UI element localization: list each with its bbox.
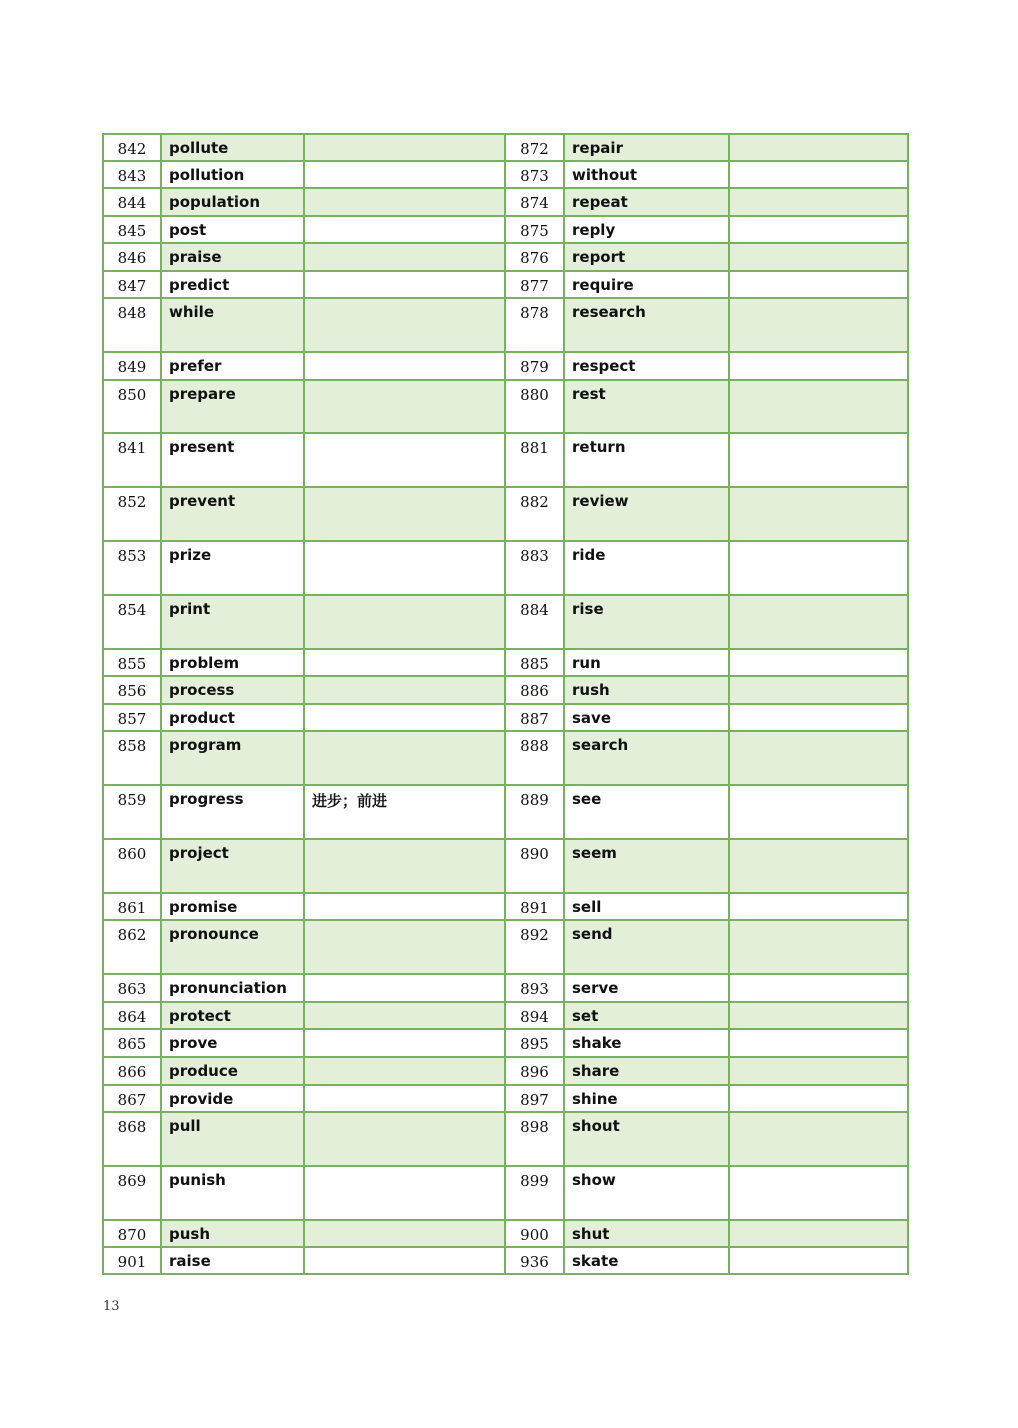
word-number: 900 xyxy=(505,1220,564,1247)
word-number: 841 xyxy=(103,433,161,487)
word-entry: project xyxy=(161,839,304,893)
meaning-cell xyxy=(304,380,505,433)
meaning-cell xyxy=(729,676,908,704)
meaning-cell xyxy=(729,893,908,920)
meaning-cell xyxy=(729,649,908,676)
table-row xyxy=(103,704,908,731)
word-entry: pronounce xyxy=(161,920,304,974)
word-number: 936 xyxy=(505,1247,564,1274)
table-row xyxy=(103,839,908,893)
word-number: 883 xyxy=(505,541,564,595)
word-entry: rise xyxy=(564,595,729,649)
table-row xyxy=(103,188,908,216)
word-number: 887 xyxy=(505,704,564,731)
page-number: 13 xyxy=(103,1299,120,1314)
meaning-cell xyxy=(729,974,908,1002)
word-number: 897 xyxy=(505,1085,564,1112)
table-row xyxy=(103,649,908,676)
word-entry: review xyxy=(564,487,729,541)
word-number: 860 xyxy=(103,839,161,893)
meaning-cell xyxy=(304,1247,505,1274)
meaning-cell xyxy=(304,920,505,974)
table-row xyxy=(103,161,908,188)
word-entry: repeat xyxy=(564,188,729,216)
table-row xyxy=(103,380,908,433)
meaning-cell xyxy=(304,161,505,188)
table-row xyxy=(103,243,908,271)
word-entry: praise xyxy=(161,243,304,271)
meaning-cell xyxy=(729,595,908,649)
word-number: 898 xyxy=(505,1112,564,1166)
table-row xyxy=(103,487,908,541)
word-number: 879 xyxy=(505,352,564,380)
word-entry: prepare xyxy=(161,380,304,433)
word-entry: skate xyxy=(564,1247,729,1274)
word-number: 857 xyxy=(103,704,161,731)
word-entry: research xyxy=(564,298,729,352)
word-number: 894 xyxy=(505,1002,564,1029)
meaning-cell xyxy=(304,1002,505,1029)
word-number: 848 xyxy=(103,298,161,352)
meaning-cell xyxy=(729,1112,908,1166)
meaning-cell xyxy=(304,649,505,676)
meaning-cell xyxy=(304,731,505,785)
table-row xyxy=(103,785,908,839)
word-number: 901 xyxy=(103,1247,161,1274)
word-entry: provide xyxy=(161,1085,304,1112)
word-number: 843 xyxy=(103,161,161,188)
meaning-cell xyxy=(729,920,908,974)
word-entry: pollute xyxy=(161,134,304,161)
word-number: 863 xyxy=(103,974,161,1002)
table-row xyxy=(103,1057,908,1085)
meaning-cell xyxy=(729,785,908,839)
meaning-cell xyxy=(304,1085,505,1112)
word-entry: report xyxy=(564,243,729,271)
meaning-cell xyxy=(729,271,908,298)
word-entry: serve xyxy=(564,974,729,1002)
word-number: 846 xyxy=(103,243,161,271)
table-row xyxy=(103,893,908,920)
word-entry: see xyxy=(564,785,729,839)
word-number: 861 xyxy=(103,893,161,920)
meaning-cell xyxy=(304,893,505,920)
word-entry: post xyxy=(161,216,304,243)
word-number: 878 xyxy=(505,298,564,352)
word-entry: pull xyxy=(161,1112,304,1166)
meaning-cell xyxy=(729,1057,908,1085)
table-row xyxy=(103,731,908,785)
vocabulary-table xyxy=(102,133,909,1275)
meaning-cell xyxy=(729,298,908,352)
meaning-cell xyxy=(304,541,505,595)
meaning-cell xyxy=(729,1166,908,1220)
word-number: 869 xyxy=(103,1166,161,1220)
meaning-cell xyxy=(304,1112,505,1166)
word-number: 874 xyxy=(505,188,564,216)
meaning-cell xyxy=(304,352,505,380)
word-number: 881 xyxy=(505,433,564,487)
meaning-cell xyxy=(304,595,505,649)
meaning-cell xyxy=(729,1085,908,1112)
word-number: 884 xyxy=(505,595,564,649)
word-entry: show xyxy=(564,1166,729,1220)
meaning-cell xyxy=(304,298,505,352)
meaning-cell xyxy=(304,216,505,243)
word-number: 853 xyxy=(103,541,161,595)
word-number: 895 xyxy=(505,1029,564,1057)
word-number: 852 xyxy=(103,487,161,541)
word-number: 870 xyxy=(103,1220,161,1247)
meaning-cell xyxy=(304,188,505,216)
word-number: 882 xyxy=(505,487,564,541)
meaning-cell xyxy=(304,1220,505,1247)
table-row xyxy=(103,1247,908,1274)
meaning-cell xyxy=(729,541,908,595)
table-row xyxy=(103,920,908,974)
meaning-cell xyxy=(729,433,908,487)
word-entry: prove xyxy=(161,1029,304,1057)
word-number: 873 xyxy=(505,161,564,188)
word-number: 877 xyxy=(505,271,564,298)
word-entry: run xyxy=(564,649,729,676)
word-entry: product xyxy=(161,704,304,731)
table-row xyxy=(103,541,908,595)
meaning-cell xyxy=(729,243,908,271)
meaning-cell xyxy=(729,216,908,243)
table-row xyxy=(103,433,908,487)
word-number: 850 xyxy=(103,380,161,433)
word-number: 899 xyxy=(505,1166,564,1220)
meaning-cell xyxy=(729,704,908,731)
table-row xyxy=(103,1220,908,1247)
word-entry: pollution xyxy=(161,161,304,188)
word-number: 866 xyxy=(103,1057,161,1085)
word-number: 858 xyxy=(103,731,161,785)
word-number: 868 xyxy=(103,1112,161,1166)
word-number: 892 xyxy=(505,920,564,974)
meaning-cell: 进步；前进 xyxy=(304,785,505,839)
meaning-cell xyxy=(304,433,505,487)
meaning-cell xyxy=(304,1057,505,1085)
table-row xyxy=(103,216,908,243)
meaning-cell xyxy=(304,676,505,704)
meaning-cell xyxy=(729,1247,908,1274)
meaning-cell xyxy=(304,1166,505,1220)
word-entry: prevent xyxy=(161,487,304,541)
table-row xyxy=(103,1002,908,1029)
table-row xyxy=(103,298,908,352)
meaning-cell xyxy=(729,352,908,380)
word-entry: shake xyxy=(564,1029,729,1057)
word-number: 885 xyxy=(505,649,564,676)
word-number: 889 xyxy=(505,785,564,839)
word-entry: require xyxy=(564,271,729,298)
word-entry: sell xyxy=(564,893,729,920)
word-entry: rush xyxy=(564,676,729,704)
word-entry: population xyxy=(161,188,304,216)
word-entry: repair xyxy=(564,134,729,161)
word-entry: punish xyxy=(161,1166,304,1220)
word-number: 890 xyxy=(505,839,564,893)
table-row xyxy=(103,271,908,298)
meaning-cell xyxy=(304,974,505,1002)
word-number: 876 xyxy=(505,243,564,271)
word-entry: ride xyxy=(564,541,729,595)
word-number: 856 xyxy=(103,676,161,704)
meaning-cell xyxy=(304,839,505,893)
meaning-cell xyxy=(304,487,505,541)
table-row xyxy=(103,352,908,380)
word-number: 893 xyxy=(505,974,564,1002)
word-number: 845 xyxy=(103,216,161,243)
word-entry: save xyxy=(564,704,729,731)
table-row xyxy=(103,1112,908,1166)
table-row xyxy=(103,676,908,704)
word-number: 864 xyxy=(103,1002,161,1029)
vocabulary-table-body xyxy=(103,134,908,1274)
table-row xyxy=(103,1085,908,1112)
word-entry: send xyxy=(564,920,729,974)
word-number: 855 xyxy=(103,649,161,676)
word-number: 859 xyxy=(103,785,161,839)
meaning-cell xyxy=(729,188,908,216)
word-number: 886 xyxy=(505,676,564,704)
table-row xyxy=(103,974,908,1002)
meaning-cell xyxy=(729,1220,908,1247)
word-entry: predict xyxy=(161,271,304,298)
word-entry: process xyxy=(161,676,304,704)
word-entry: return xyxy=(564,433,729,487)
meaning-cell xyxy=(304,134,505,161)
word-number: 880 xyxy=(505,380,564,433)
word-number: 888 xyxy=(505,731,564,785)
word-number: 875 xyxy=(505,216,564,243)
meaning-cell xyxy=(304,271,505,298)
word-entry: set xyxy=(564,1002,729,1029)
word-number: 891 xyxy=(505,893,564,920)
word-entry: respect xyxy=(564,352,729,380)
word-entry: prefer xyxy=(161,352,304,380)
word-entry: problem xyxy=(161,649,304,676)
word-entry: prize xyxy=(161,541,304,595)
word-entry: promise xyxy=(161,893,304,920)
word-entry: shout xyxy=(564,1112,729,1166)
word-entry: seem xyxy=(564,839,729,893)
word-entry: while xyxy=(161,298,304,352)
word-entry: search xyxy=(564,731,729,785)
word-number: 862 xyxy=(103,920,161,974)
word-entry: protect xyxy=(161,1002,304,1029)
word-entry: progress xyxy=(161,785,304,839)
table-row xyxy=(103,134,908,161)
meaning-cell xyxy=(729,731,908,785)
word-entry: reply xyxy=(564,216,729,243)
table-row xyxy=(103,595,908,649)
word-entry: without xyxy=(564,161,729,188)
word-entry: shine xyxy=(564,1085,729,1112)
meaning-cell xyxy=(729,839,908,893)
word-entry: print xyxy=(161,595,304,649)
meaning-cell xyxy=(729,380,908,433)
table-row xyxy=(103,1029,908,1057)
meaning-cell xyxy=(729,161,908,188)
word-number: 849 xyxy=(103,352,161,380)
word-number: 865 xyxy=(103,1029,161,1057)
word-entry: pronunciation xyxy=(161,974,304,1002)
word-entry: share xyxy=(564,1057,729,1085)
word-entry: produce xyxy=(161,1057,304,1085)
word-number: 842 xyxy=(103,134,161,161)
word-number: 867 xyxy=(103,1085,161,1112)
meaning-cell xyxy=(729,487,908,541)
word-entry: rest xyxy=(564,380,729,433)
table-row xyxy=(103,1166,908,1220)
word-entry: raise xyxy=(161,1247,304,1274)
meaning-cell xyxy=(729,134,908,161)
word-entry: program xyxy=(161,731,304,785)
word-number: 872 xyxy=(505,134,564,161)
word-number: 896 xyxy=(505,1057,564,1085)
meaning-cell xyxy=(729,1002,908,1029)
meaning-cell xyxy=(304,243,505,271)
word-number: 847 xyxy=(103,271,161,298)
meaning-cell xyxy=(304,1029,505,1057)
word-entry: shut xyxy=(564,1220,729,1247)
word-entry: push xyxy=(161,1220,304,1247)
meaning-cell xyxy=(729,1029,908,1057)
word-number: 844 xyxy=(103,188,161,216)
word-number: 854 xyxy=(103,595,161,649)
meaning-cell xyxy=(304,704,505,731)
word-entry: present xyxy=(161,433,304,487)
